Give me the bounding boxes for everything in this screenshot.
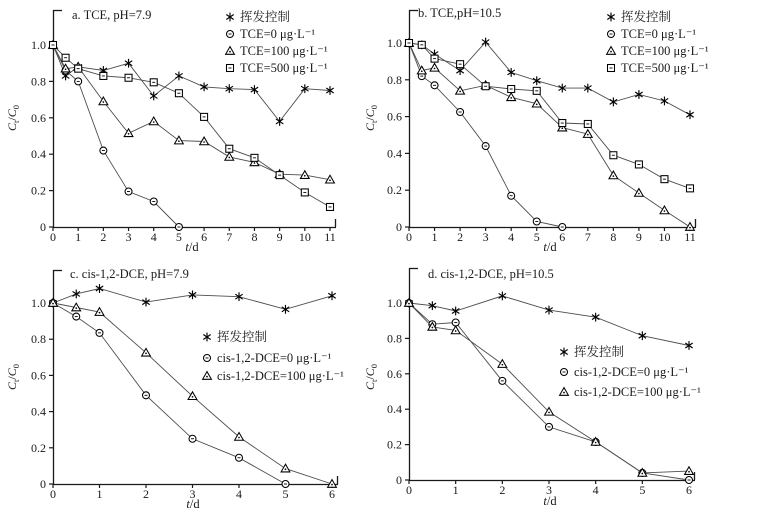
- square-marker: [327, 203, 334, 210]
- x-axis-label: t/d: [543, 494, 557, 508]
- y-tick-label: 0.8: [31, 332, 46, 347]
- square-marker: [457, 61, 464, 68]
- panel-title: b. TCE,pH=10.5: [418, 6, 502, 20]
- series-circle: [406, 40, 566, 231]
- panel-title: a. TCE, pH=7.9: [72, 8, 152, 22]
- legend-item: [608, 61, 709, 75]
- x-tick-label: 1: [431, 230, 438, 244]
- circle-marker: [533, 218, 540, 225]
- triangle-marker: [175, 136, 184, 144]
- x-tick-label: 1: [96, 487, 103, 501]
- chart-panel-d: [363, 267, 701, 508]
- y-tick-label: 0.4: [387, 146, 402, 161]
- circle-marker: [236, 454, 243, 461]
- square-marker: [661, 176, 668, 183]
- y-axis-label: $C_t/C_0$: [363, 105, 379, 131]
- y-tick-label: 1.0: [387, 36, 402, 50]
- square-marker: [227, 65, 234, 72]
- y-tick-label: 0.8: [31, 74, 46, 89]
- square-marker: [533, 87, 540, 94]
- legend-label: TCE=100 μg·L⁻¹: [240, 44, 328, 59]
- x-tick-label: 9: [635, 230, 642, 244]
- x-tick-label: 11: [684, 230, 696, 244]
- axes: [53, 10, 336, 228]
- circle-marker: [143, 392, 150, 399]
- x-tick-label: 5: [533, 230, 540, 244]
- asterisk-marker: [499, 292, 506, 301]
- x-tick-label: 4: [150, 230, 157, 244]
- square-marker: [584, 120, 591, 127]
- square-marker: [100, 72, 107, 79]
- asterisk-marker: [282, 305, 289, 314]
- legend-item: [227, 27, 316, 41]
- legend: [560, 344, 702, 399]
- y-tick-label: 0.6: [387, 366, 402, 381]
- circle-marker: [457, 109, 464, 116]
- asterisk-marker: [226, 13, 233, 22]
- x-tick-label: 3: [125, 230, 132, 244]
- x-tick-label: 4: [508, 230, 515, 244]
- y-tick-label: 0.8: [387, 72, 402, 87]
- x-axis-label: t/d: [543, 240, 557, 254]
- x-tick-label: 8: [251, 230, 258, 244]
- asterisk-marker: [685, 341, 692, 350]
- x-tick-label: 2: [100, 230, 107, 244]
- square-marker: [608, 65, 615, 72]
- asterisk-marker: [560, 348, 567, 357]
- triangle-marker: [430, 63, 439, 71]
- y-axis-label: $C_t/C_0$: [5, 105, 21, 131]
- legend-label: TCE=100 μg·L⁻¹: [621, 44, 709, 59]
- x-tick-label: 5: [175, 230, 182, 244]
- x-tick-label: 6: [201, 230, 208, 244]
- triangle-marker: [281, 464, 290, 472]
- asterisk-marker: [328, 291, 335, 300]
- y-ticks: [31, 296, 53, 491]
- legend: [226, 9, 328, 75]
- asterisk-marker: [661, 97, 668, 106]
- square-marker: [62, 54, 69, 61]
- x-tick-label: 0: [50, 487, 56, 501]
- triangle-marker: [99, 97, 108, 105]
- square-marker: [150, 79, 157, 86]
- x-tick-label: 7: [226, 230, 233, 244]
- y-tick-label: 0.2: [387, 183, 402, 198]
- y-tick-label: 0.4: [31, 404, 46, 419]
- circle-marker: [75, 78, 82, 85]
- x-tick-label: 0: [406, 230, 412, 244]
- series-circle: [50, 42, 183, 231]
- legend-item: [226, 9, 290, 24]
- circle-marker: [175, 224, 182, 231]
- circle-marker: [100, 147, 107, 154]
- chart-panel-a: [5, 8, 336, 254]
- circle-marker: [686, 477, 693, 484]
- y-tick-label: 0.6: [31, 110, 46, 125]
- series-asterisk: [49, 284, 335, 314]
- y-tick-label: 0.6: [387, 109, 402, 124]
- x-tick-label: 11: [324, 230, 336, 244]
- panel-title: d. cis-1,2-DCE, pH=10.5: [428, 267, 554, 281]
- circle-marker: [499, 377, 506, 384]
- circle-marker: [73, 313, 80, 320]
- asterisk-marker: [533, 76, 540, 85]
- y-tick-label: 0.2: [31, 183, 46, 198]
- asterisk-marker: [639, 331, 646, 340]
- legend-label: cis-1,2-DCE=0 μg·L⁻¹: [217, 351, 332, 366]
- square-marker: [482, 83, 489, 90]
- y-tick-label: 0: [40, 220, 46, 234]
- y-tick-label: 1.0: [31, 296, 46, 310]
- legend-item: [608, 27, 697, 41]
- square-marker: [251, 154, 258, 161]
- asterisk-marker: [686, 110, 693, 119]
- y-axis-label: $C_t/C_0$: [5, 364, 21, 390]
- x-tick-label: 0: [406, 483, 412, 497]
- y-ticks: [387, 36, 409, 234]
- circle-marker: [452, 319, 459, 326]
- triangle-marker: [560, 388, 569, 396]
- square-marker: [418, 41, 425, 48]
- x-tick-label: 1: [452, 483, 459, 497]
- legend-item: [560, 344, 624, 359]
- x-tick-label: 9: [276, 230, 283, 244]
- x-tick-label: 4: [592, 483, 599, 497]
- triangle-marker: [609, 171, 618, 179]
- legend-item: [204, 351, 332, 365]
- x-tick-label: 6: [329, 487, 335, 501]
- x-tick-label: 0: [50, 230, 56, 244]
- triangle-marker: [203, 372, 212, 380]
- circle-marker: [608, 31, 615, 38]
- y-tick-label: 1.0: [31, 38, 46, 52]
- circle-marker: [482, 143, 489, 150]
- y-tick-label: 0.4: [387, 402, 402, 417]
- square-marker: [406, 40, 413, 47]
- legend-label: TCE=500 μg·L⁻¹: [621, 61, 709, 76]
- circle-marker: [546, 423, 553, 430]
- x-axis-label: t/d: [185, 240, 199, 254]
- triangle-marker: [226, 47, 235, 55]
- legend-item: [203, 369, 345, 383]
- square-marker: [508, 86, 515, 93]
- legend-label: TCE=500 μg·L⁻¹: [240, 61, 328, 76]
- y-ticks: [31, 38, 53, 234]
- legend-label: 挥发控制: [240, 10, 291, 25]
- circle-marker: [561, 369, 568, 376]
- legend-label: cis-1,2-DCE=0 μg·L⁻¹: [574, 365, 689, 380]
- legend-label: TCE=0 μg·L⁻¹: [621, 27, 697, 42]
- square-marker: [610, 152, 617, 159]
- asterisk-marker: [73, 290, 80, 299]
- asterisk-marker: [610, 97, 617, 106]
- x-tick-label: 7: [584, 230, 591, 244]
- x-axis-label: t/d: [186, 497, 200, 511]
- triangle-marker: [507, 93, 516, 101]
- triangle-marker: [149, 117, 158, 125]
- legend-item: [607, 9, 671, 24]
- y-axis-label: $C_t/C_0$: [363, 364, 379, 390]
- circle-marker: [189, 435, 196, 442]
- x-tick-label: 3: [482, 230, 489, 244]
- legend: [607, 9, 709, 75]
- legend-item: [560, 385, 702, 399]
- asterisk-marker: [452, 307, 459, 316]
- square-marker: [431, 55, 438, 62]
- x-tick-label: 5: [282, 487, 289, 501]
- x-tick-label: 8: [610, 230, 617, 244]
- legend-label: 挥发控制: [574, 345, 625, 360]
- y-tick-label: 0.4: [31, 147, 46, 162]
- legend-item: [226, 44, 328, 58]
- circle-marker: [282, 481, 289, 488]
- y-tick-label: 1.0: [387, 296, 402, 310]
- x-tick-label: 10: [298, 230, 311, 244]
- x-tick-label: 2: [457, 230, 464, 244]
- circle-marker: [96, 329, 103, 336]
- x-tick-label: 1: [75, 230, 82, 244]
- y-tick-label: 0.2: [31, 440, 46, 455]
- x-tick-label: 10: [658, 230, 671, 244]
- x-tick-label: 6: [559, 230, 566, 244]
- circle-marker: [559, 224, 566, 231]
- chart-panel-c: [5, 267, 344, 511]
- legend-item: [203, 329, 267, 344]
- x-tick-label: 6: [686, 483, 692, 497]
- y-tick-label: 0.2: [387, 437, 402, 452]
- y-tick-label: 0.8: [387, 331, 402, 346]
- legend-label: TCE=0 μg·L⁻¹: [240, 27, 316, 42]
- y-tick-label: 0: [40, 477, 46, 491]
- series-circle: [50, 300, 290, 488]
- square-marker: [175, 90, 182, 97]
- square-marker: [276, 172, 283, 179]
- legend-label: 挥发控制: [217, 330, 268, 345]
- square-marker: [125, 74, 132, 81]
- legend-item: [561, 365, 689, 379]
- x-tick-label: 2: [499, 483, 506, 497]
- square-marker: [301, 189, 308, 196]
- legend-label: cis-1,2-DCE=100 μg·L⁻¹: [217, 369, 344, 384]
- asterisk-marker: [203, 333, 210, 342]
- circle-marker: [204, 355, 211, 362]
- square-marker: [559, 120, 566, 127]
- legend-label: 挥发控制: [621, 10, 672, 25]
- y-tick-label: 0: [396, 220, 402, 234]
- legend: [203, 329, 345, 383]
- triangle-marker: [635, 189, 644, 197]
- triangle-marker: [225, 153, 234, 161]
- square-marker: [201, 113, 208, 120]
- square-marker: [50, 42, 57, 49]
- asterisk-marker: [607, 13, 614, 22]
- x-tick-label: 3: [546, 483, 552, 497]
- y-tick-label: 0: [396, 473, 402, 487]
- series-asterisk: [405, 292, 692, 350]
- legend-label: cis-1,2-DCE=100 μg·L⁻¹: [574, 385, 701, 400]
- y-tick-label: 0.6: [31, 368, 46, 383]
- square-marker: [687, 185, 694, 192]
- triangle-marker: [686, 223, 695, 231]
- circle-marker: [125, 188, 132, 195]
- legend-item: [607, 44, 709, 58]
- triangle-marker: [607, 47, 616, 55]
- square-marker: [75, 65, 82, 72]
- x-tick-label: 2: [143, 487, 149, 501]
- circle-marker: [431, 82, 438, 89]
- series-triangle: [49, 299, 337, 488]
- y-ticks: [387, 296, 409, 487]
- x-tick-label: 3: [189, 487, 196, 501]
- x-tick-label: 5: [639, 483, 646, 497]
- chart-panel-b: [363, 6, 709, 254]
- asterisk-marker: [175, 72, 182, 81]
- square-marker: [226, 145, 233, 152]
- circle-marker: [150, 198, 157, 205]
- circle-marker: [508, 192, 515, 199]
- asterisk-marker: [96, 284, 103, 293]
- triangle-marker: [685, 467, 694, 475]
- square-marker: [635, 161, 642, 168]
- panel-title: c. cis-1,2-DCE, pH=7.9: [70, 267, 189, 281]
- triangle-marker: [200, 137, 209, 145]
- circle-marker: [227, 31, 234, 38]
- triangle-marker: [660, 206, 669, 214]
- legend-item: [227, 61, 328, 75]
- asterisk-marker: [635, 90, 642, 99]
- x-tick-label: 4: [236, 487, 242, 501]
- triangle-marker: [498, 360, 507, 368]
